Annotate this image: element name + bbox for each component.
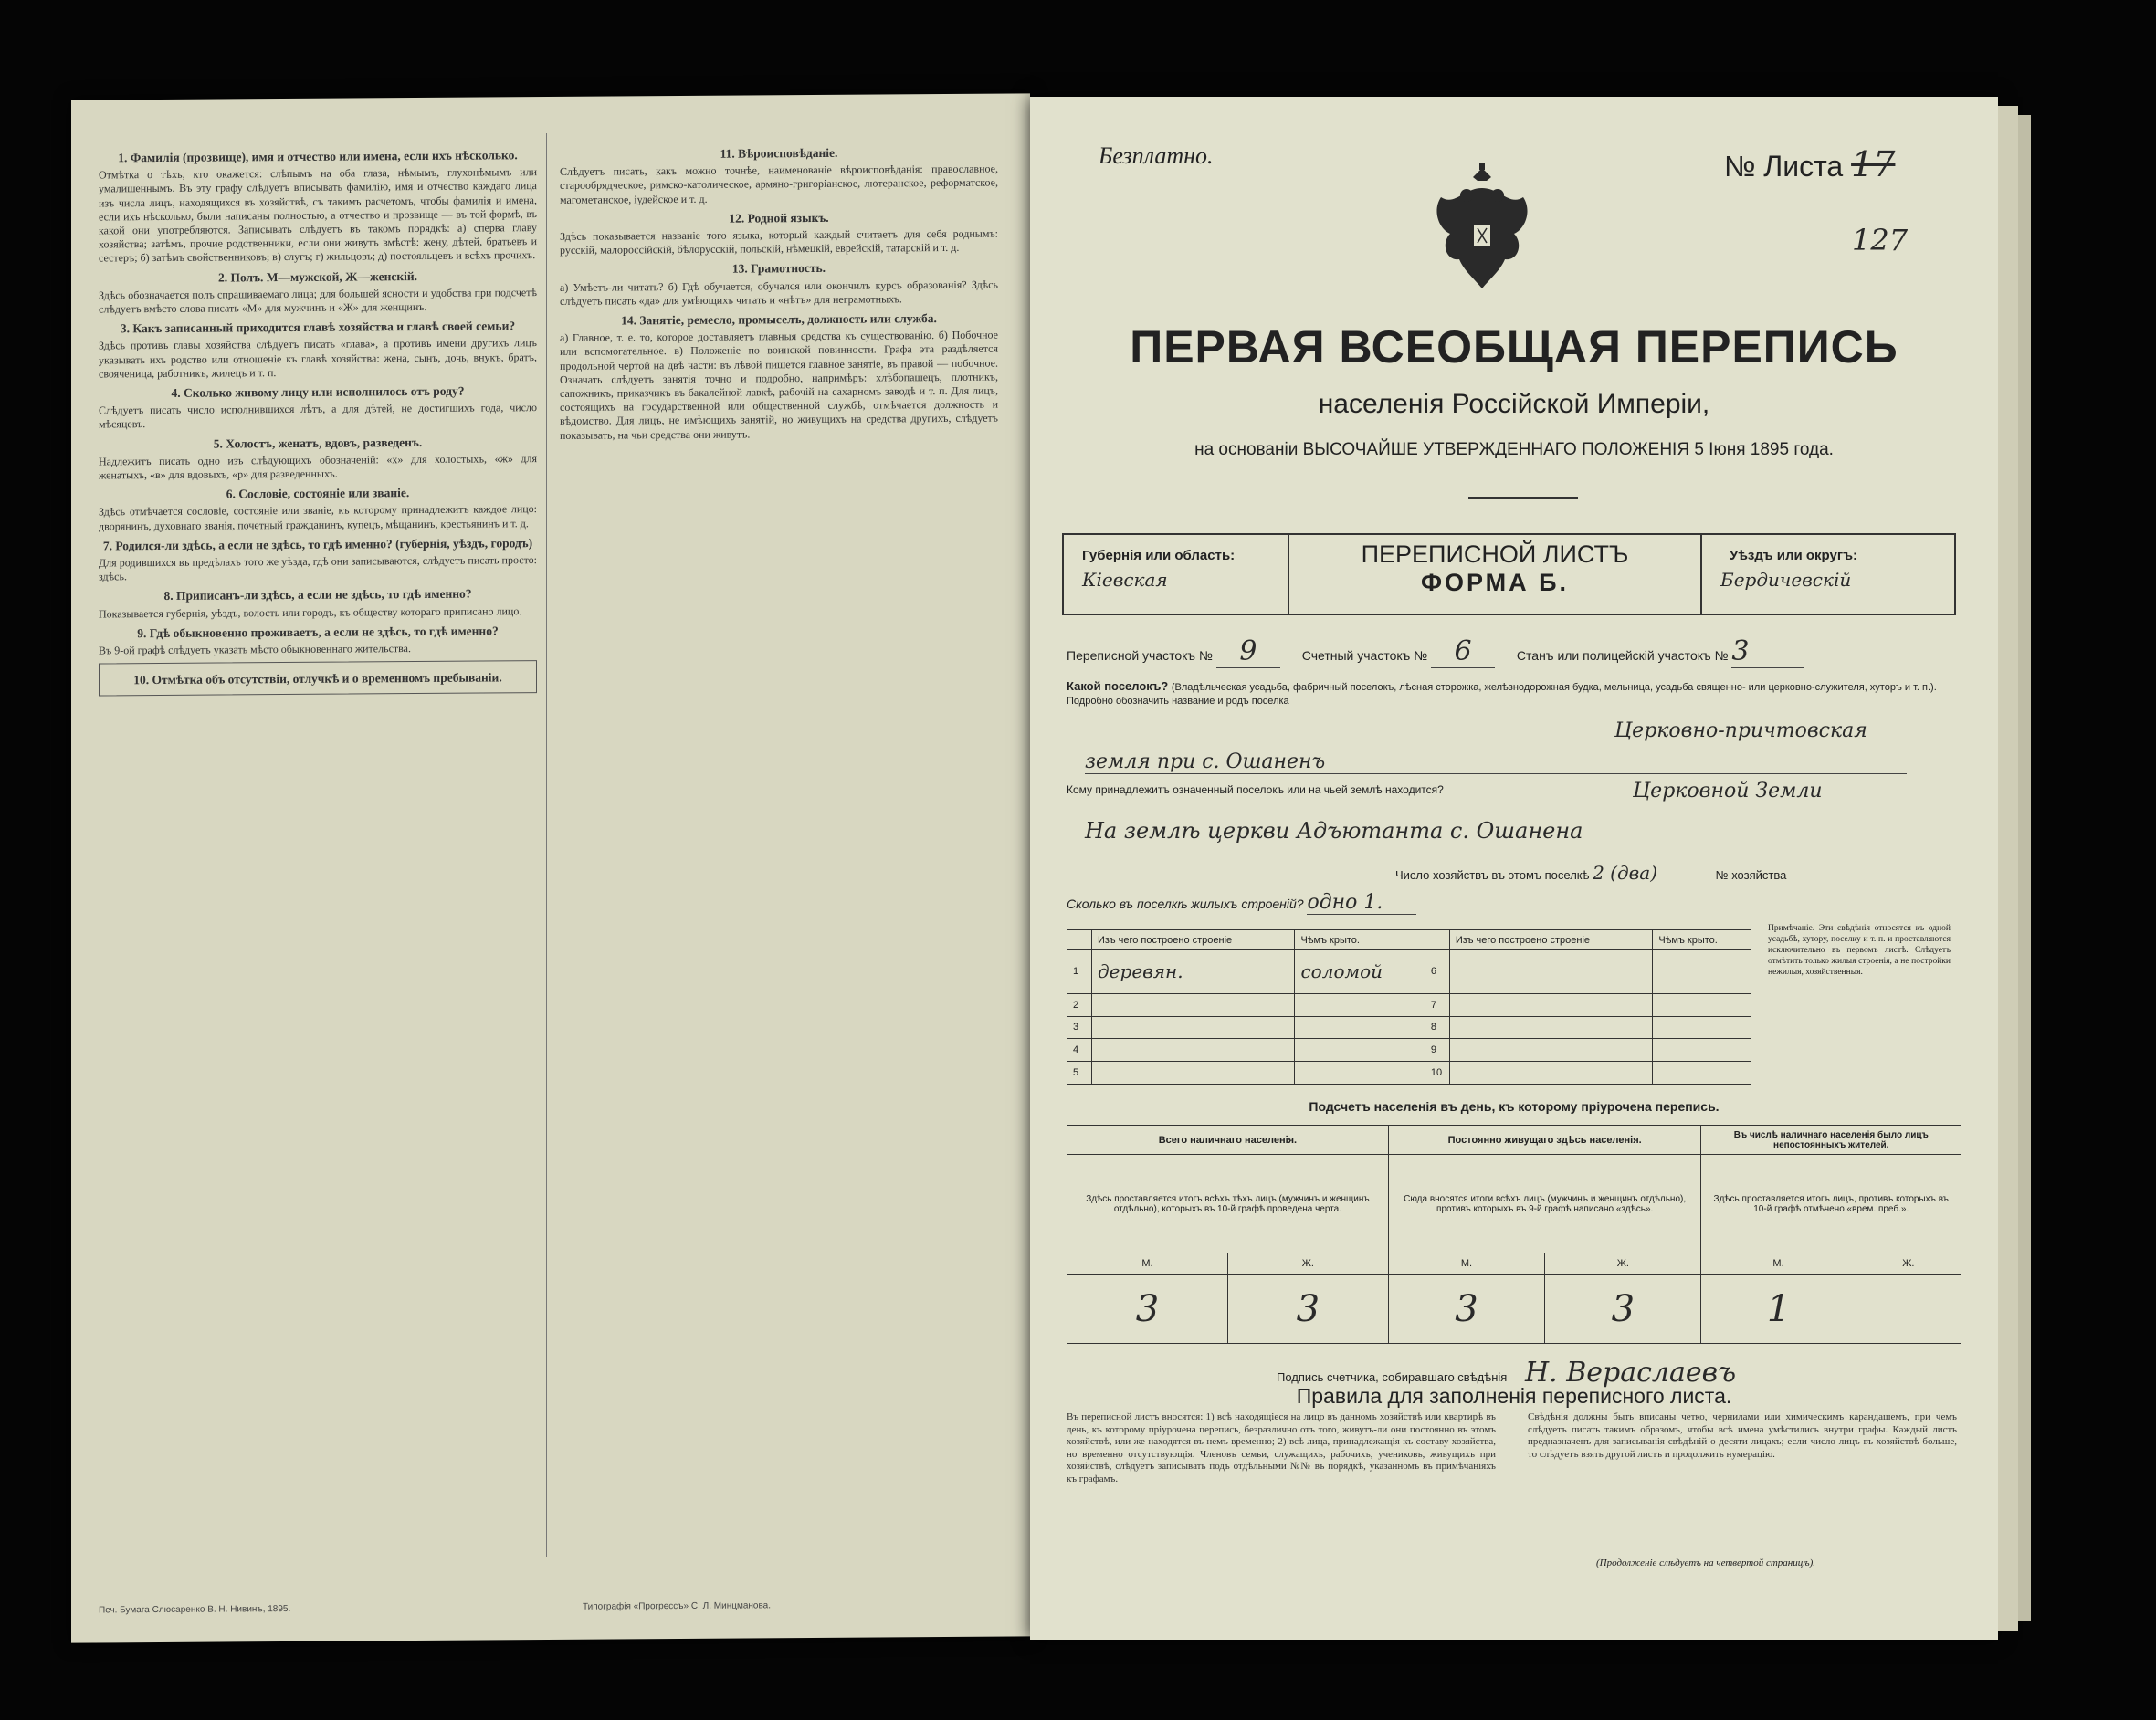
census-document-spread bbox=[71, 97, 1998, 1640]
roofed-with-value: соломой bbox=[1295, 950, 1425, 994]
sex-header-row bbox=[1067, 1253, 1961, 1274]
count-values-row bbox=[1067, 1274, 1961, 1343]
col2-section: 13. Грамотность. а) Умѣетъ-ли читать? б) Гдѣ обучается, обучался или окончилъ курсъ образованія? Здѣсь слѣдуетъ писать «да» для умѣющихъ читать и «нѣтъ» для неграмотныхъ. bbox=[560, 261, 998, 308]
left-footer-1: Печ. Бумага Слюсаренко В. Н. Нивинъ, 1895. bbox=[99, 1603, 291, 1616]
col-roofed-with: Чѣмъ крыто. bbox=[1653, 930, 1751, 950]
stan-value: 3 bbox=[1731, 635, 1804, 668]
col1-section: 5. Холостъ, женатъ, вдовъ, разведенъ. Надлежитъ писать одно изъ слѣдующихъ обозначеній: «х» для холостыхъ, «ж» для женатыхъ, «в» для вдовыхъ, «р» для разведенныхъ. bbox=[99, 435, 537, 482]
total-desc: Здѣсь проставляется итогъ всѣхъ тѣхъ лицъ (мужчинъ и женщинъ отдѣльно), которыхъ въ 10-й графѣ проведена черта. bbox=[1067, 1155, 1389, 1253]
buildings-note: Примѣчаніе. Эти свѣдѣнія относятся къ одной усадьбѣ, хутору, поселку и т. п. и проставляются исключительно въ первомъ листѣ. Слѣдуетъ отмѣтить только жилыя строенія, а не постройки нежилыя, хозяйственныя. bbox=[1768, 924, 1951, 977]
population-count-table bbox=[1067, 1125, 1961, 1344]
col1-section: 7. Родился-ли здѣсь, а если не здѣсь, то гдѣ именно? (губернія, уѣздъ, городъ) Для родившихся въ предѣлахъ того же уѣзда, гдѣ они записываются, слѣдуетъ писать просто: здѣсь. bbox=[99, 536, 537, 583]
col-built-from: Изъ чего построено строеніе bbox=[1092, 930, 1295, 950]
row-number: 2 bbox=[1067, 993, 1092, 1016]
rules-title: Правила для заполненія переписного листа. bbox=[1296, 1384, 1732, 1408]
owner-label: Кому принадлежитъ означенный поселокъ или на чьей землѣ находится? bbox=[1067, 783, 1444, 796]
temporary-male-value: 1 bbox=[1701, 1274, 1856, 1343]
page-edge bbox=[2018, 115, 2031, 1621]
province-label: Губернія или область: bbox=[1082, 548, 1236, 563]
buildings-table-header bbox=[1067, 930, 1751, 950]
sheet-number-label: № Листа bbox=[1724, 150, 1844, 183]
rules-footnote: (Продолженіе слѣдуетъ на четвертой страницѣ). bbox=[1596, 1557, 1815, 1568]
household-number-label: № хозяйства bbox=[1715, 868, 1787, 882]
left-column-2 bbox=[560, 140, 998, 448]
settlement-value-1: Церковно-причтовская bbox=[1614, 719, 1867, 742]
buildings-table bbox=[1067, 929, 1751, 1085]
col2-section: 11. Вѣроисповѣданіе. Слѣдуетъ писать, какъ можно точнѣе, наименованіе вѣроисповѣданія: православное, старообрядческое, римско-католическое, армяно-григоріанское, лютеранское, реформатское, магометанское, іудейское и т. д. bbox=[560, 145, 998, 206]
male-label: М. bbox=[1067, 1253, 1228, 1274]
census-basis: на основаніи ВЫСОЧАЙШЕ УТВЕРЖДЕННАГО ПОЛОЖЕНІЯ 5 Іюня 1895 года. bbox=[1194, 440, 1834, 459]
permanent-male-value: 3 bbox=[1388, 1274, 1544, 1343]
sheet-number-value: 17 bbox=[1851, 144, 1896, 184]
male-label: М. bbox=[1388, 1253, 1544, 1274]
precinct-row bbox=[1067, 635, 1804, 668]
row-number: 10 bbox=[1425, 1062, 1449, 1085]
row-number: 1 bbox=[1067, 950, 1092, 994]
settlement-hint: (Владѣльческая усадьба, фабричный поселокъ, лѣсная сторожка, желѣзнодорожная будка, мельница, усадьба священно- или церковно-служителя, хуторъ и т. п.). Подробно обозначить название и родъ поселка bbox=[1067, 682, 1937, 707]
households-label: Число хозяйствъ въ этомъ поселкѣ bbox=[1395, 868, 1590, 882]
sheet-number bbox=[1724, 144, 1895, 184]
settlement-row bbox=[1067, 679, 1943, 707]
table-row bbox=[1067, 1039, 1751, 1062]
col-built-from: Изъ чего построено строеніе bbox=[1449, 930, 1652, 950]
col1-section: 4. Сколько живому лицу или исполнилось отъ роду? Слѣдуетъ писать число исполнившихся лѣтъ, а для дѣтей, не достигшихъ года, число мѣсяцевъ. bbox=[99, 383, 537, 431]
sheet-title-cell bbox=[1289, 535, 1700, 614]
col1-sidebar-box: 10. Отмѣтка объ отсутствіи, отлучкѣ и о временномъ пребываніи. bbox=[99, 660, 537, 696]
owner-value-2: На землѣ церкви Адъютанта с. Ошанена bbox=[1085, 818, 1907, 844]
temporary-desc: Здѣсь проставляется итогъ лицъ, противъ которыхъ въ 10-й графѣ отмѣчено «врем. преб.». bbox=[1701, 1155, 1961, 1253]
census-title: ПЕРВАЯ ВСЕОБЩАЯ ПЕРЕПИСЬ bbox=[1130, 321, 1898, 372]
col1-section: 3. Какъ записанный приходится главѣ хозяйства и главѣ своей семьи? Здѣсь противъ главы хозяйства слѣдуетъ писать «глава», а противъ имени другихъ лицъ указывать ихъ родство или отношеніе къ главѣ хозяйства: жена, сынъ, дочь, внукъ, братъ, свояченица, работникъ, жилецъ и т. п. bbox=[99, 319, 537, 381]
imperial-eagle-icon bbox=[1423, 161, 1541, 298]
households-row bbox=[1395, 862, 1786, 884]
permanent-female-value: 3 bbox=[1545, 1274, 1701, 1343]
row-number: 4 bbox=[1067, 1039, 1092, 1062]
col1-section: 9. Гдѣ обыкновенно проживаетъ, а если не здѣсь, то гдѣ именно? Въ 9-ой графѣ слѣдуетъ указать мѣсто обыкновеннаго жительства. bbox=[99, 624, 499, 657]
female-label: Ж. bbox=[1856, 1253, 1961, 1274]
stan-label: Станъ или полицейскій участокъ № bbox=[1516, 648, 1729, 663]
col2-section: 14. Занятіе, ремесло, промыселъ, должность или служба. а) Главное, т. е. то, которое доставляетъ главныя средства къ существованію. б) Побочное или вспомогательное. в) Положеніе по воинской повинности. Графа эта раздѣляется продольной чертой на двѣ части: въ лѣвой пишется главное занятіе, въ правой — побочное. Означать слѣдуетъ занятія точно и подробно, напримѣръ: хлѣбопашецъ, плотникъ, сапожникъ, приказчикъ въ бакалейной лавкѣ, рабочій на сахарномъ заводѣ и т. п. Для лицъ, состоящихъ на государственной или общественной службѣ, отмѣчается должность и вѣдомство. Для лицъ, не имѣющихъ занятій, но живущихъ на средства другихъ, слѣдуетъ показывать, на чьи средства они живутъ. bbox=[560, 311, 998, 442]
district-label: Уѣздъ или округъ: bbox=[1730, 548, 1858, 563]
total-population-header: Всего наличнаго населенія. bbox=[1067, 1126, 1389, 1155]
col1-section: 8. Приписанъ-ли здѣсь, а если не здѣсь, то гдѣ именно? Показывается губернія, уѣздъ, волость или городъ, къ обществу котораго приписано лицо. bbox=[99, 587, 522, 621]
row-number: 5 bbox=[1067, 1062, 1092, 1085]
table-row bbox=[1067, 1016, 1751, 1039]
settlement-value-2: земля при с. Ошаненъ bbox=[1085, 750, 1907, 774]
permanent-desc: Сюда вносятся итоги всѣхъ лицъ (мужчинъ и женщинъ отдѣльно), противъ которыхъ въ 9-й графѣ написано «здѣсь». bbox=[1388, 1155, 1701, 1253]
female-label: Ж. bbox=[1545, 1253, 1701, 1274]
title-rule bbox=[1468, 497, 1578, 499]
permanent-population-header: Постоянно живущаго здѣсь населенія. bbox=[1388, 1126, 1701, 1155]
left-page bbox=[71, 93, 1030, 1642]
row-number: 3 bbox=[1067, 1016, 1092, 1039]
female-label: Ж. bbox=[1227, 1253, 1388, 1274]
signature-label: Подпись счетчика, собиравшаго свѣдѣнія bbox=[1277, 1370, 1508, 1384]
census-subtitle: населенія Россійской Имперіи, bbox=[1318, 389, 1710, 419]
form-header-box bbox=[1062, 533, 1956, 615]
count-label: Счетный участокъ № bbox=[1301, 648, 1428, 663]
page-edge bbox=[1998, 106, 2018, 1631]
count-table-header bbox=[1067, 1126, 1961, 1155]
col2-section: 12. Родной языкъ. Здѣсь показывается названіе того языка, который каждый считаетъ для себя роднымъ: русскій, малороссійскій, бѣлорусскій, польскій, нѣмецкій, еврейскій, татарскій и т. д. bbox=[560, 210, 998, 257]
province-value: Кіевская bbox=[1082, 569, 1168, 591]
sheet-number-handwritten: 127 bbox=[1852, 223, 1909, 257]
col1-section: 1. Фамилія (прозвище), имя и отчество или имена, если ихъ нѣсколько. Отмѣтка о тѣхъ, кто окажется: слѣпымъ на оба глаза, нѣмымъ, глухонѣмымъ или умалишеннымъ. Въ эту графу слѣдуетъ вписывать фамилію, имя и отчество каждаго лица изъ числа лицъ, находящихся въ хозяйствѣ, съ такимъ расчетомъ, чтобы фамилія и имена, если ихъ нѣсколько, были написаны полностью, а отчество и прозвище — въ той формѣ, въ какой они употребляются. Записывать слѣдуетъ въ такомъ порядкѣ: а) сперва главу хозяйства; затѣмъ, прочие родственники, если они живутъ вмѣстѣ: жену, дѣтей, братьевъ и сестеръ; б) затѣмъ свойственниковъ; в) слугъ; г) жильцовъ; д) постояльцевъ и всѣхъ прочихъ. bbox=[99, 148, 537, 265]
sheet-title: ПЕРЕПИСНОЙ ЛИСТЪ bbox=[1361, 540, 1629, 568]
left-footer-2: Типографія «Прогрессъ» С. Л. Минцманова. bbox=[583, 1600, 772, 1612]
table-row bbox=[1067, 950, 1751, 994]
district-value: Бердичевскій bbox=[1720, 569, 1852, 591]
row-number: 7 bbox=[1425, 993, 1449, 1016]
form-label: ФОРМА Б. bbox=[1420, 569, 1570, 596]
signature-value: Н. Вераслаевъ bbox=[1524, 1357, 1737, 1389]
column-divider bbox=[546, 133, 547, 1557]
male-label: М. bbox=[1701, 1253, 1856, 1274]
owner-value-1: Церковной Земли bbox=[1633, 780, 1823, 802]
province-cell bbox=[1064, 535, 1289, 614]
left-column-1 bbox=[99, 142, 537, 696]
district-cell bbox=[1700, 535, 1956, 614]
temporary-female-value bbox=[1856, 1274, 1961, 1343]
built-from-value: деревян. bbox=[1092, 950, 1295, 994]
col1-section: 2. Полъ. М—мужской, Ж—женскій. Здѣсь обозначается полъ спрашиваемаго лица; для большей ясности и удобства при подсчетѣ слѣдуетъ вмѣсто слова писать «М» для мужчинъ и «Ж» для женщинъ. bbox=[99, 268, 537, 316]
precinct-value: 9 bbox=[1216, 635, 1280, 668]
rules-column-1: Въ переписной листъ вносятся: 1) всѣ находящіеся на лицо въ данномъ хозяйствѣ или квартирѣ въ день, къ которому пріурочена перепись, безразлично отъ того, живутъ-ли они постоянно въ этомъ хозяйствѣ, или же находятся въ немъ временно; 2) всѣ лица, принадлежащія къ составу хозяйства, но временно отсутствующія. Членовъ семьи, служащихъ, рабочихъ, учениковъ, живущихъ при хозяйствѣ, слѣдуетъ записывать подъ отдѣльными №№ въ порядкѣ, указанномъ въ примѣчаніяхъ къ графамъ. bbox=[1067, 1411, 1496, 1484]
buildings-value: одно 1. bbox=[1307, 891, 1416, 915]
households-value: 2 (два) bbox=[1593, 862, 1658, 884]
total-female-value: 3 bbox=[1227, 1274, 1388, 1343]
temporary-population-header: Въ числѣ наличнаго населенія было лицъ непостоянныхъ жителей. bbox=[1701, 1126, 1961, 1155]
precinct-label: Переписной участокъ № bbox=[1067, 648, 1213, 663]
row-number: 8 bbox=[1425, 1016, 1449, 1039]
row-number: 9 bbox=[1425, 1039, 1449, 1062]
settlement-label: Какой поселокъ? bbox=[1067, 679, 1169, 693]
col-roofed-with: Чѣмъ крыто. bbox=[1295, 930, 1425, 950]
col1-section: 6. Сословіе, состояніе или званіе. Здѣсь отмѣчается сословіе, состояніе или званіе, къ которому принадлежитъ каждое лицо: дворянинъ, духовнаго званія, почетный гражданинъ, купецъ, мѣщанинъ, крестьянинъ и т. д. bbox=[99, 486, 537, 533]
buildings-row bbox=[1067, 891, 1416, 915]
table-row bbox=[1067, 993, 1751, 1016]
row-number: 6 bbox=[1425, 950, 1449, 994]
right-page bbox=[1030, 97, 1998, 1640]
buildings-label: Сколько въ поселкѣ жилыхъ строеній? bbox=[1067, 897, 1304, 911]
table-row bbox=[1067, 1062, 1751, 1085]
population-count-title: Подсчетъ населенія въ день, къ которому пріурочена перепись. bbox=[1309, 1099, 1720, 1114]
rules-column-2: Свѣдѣнія должны быть вписаны четко, чернилами или химическимъ карандашемъ, при чемъ слѣдуетъ писать такимъ образомъ, чтобы всѣ имена умѣстились внутри графы. Каждый листъ предназначенъ для записыванія свѣдѣній о десяти лицахъ; если число лицъ въ хозяйствѣ больше, то слѣдуетъ взять другой листъ и продолжить нумерацію. bbox=[1528, 1411, 1957, 1460]
free-label: Безплатно. bbox=[1099, 142, 1214, 169]
count-value: 6 bbox=[1431, 635, 1495, 668]
total-male-value: 3 bbox=[1067, 1274, 1228, 1343]
count-table-desc bbox=[1067, 1155, 1961, 1253]
